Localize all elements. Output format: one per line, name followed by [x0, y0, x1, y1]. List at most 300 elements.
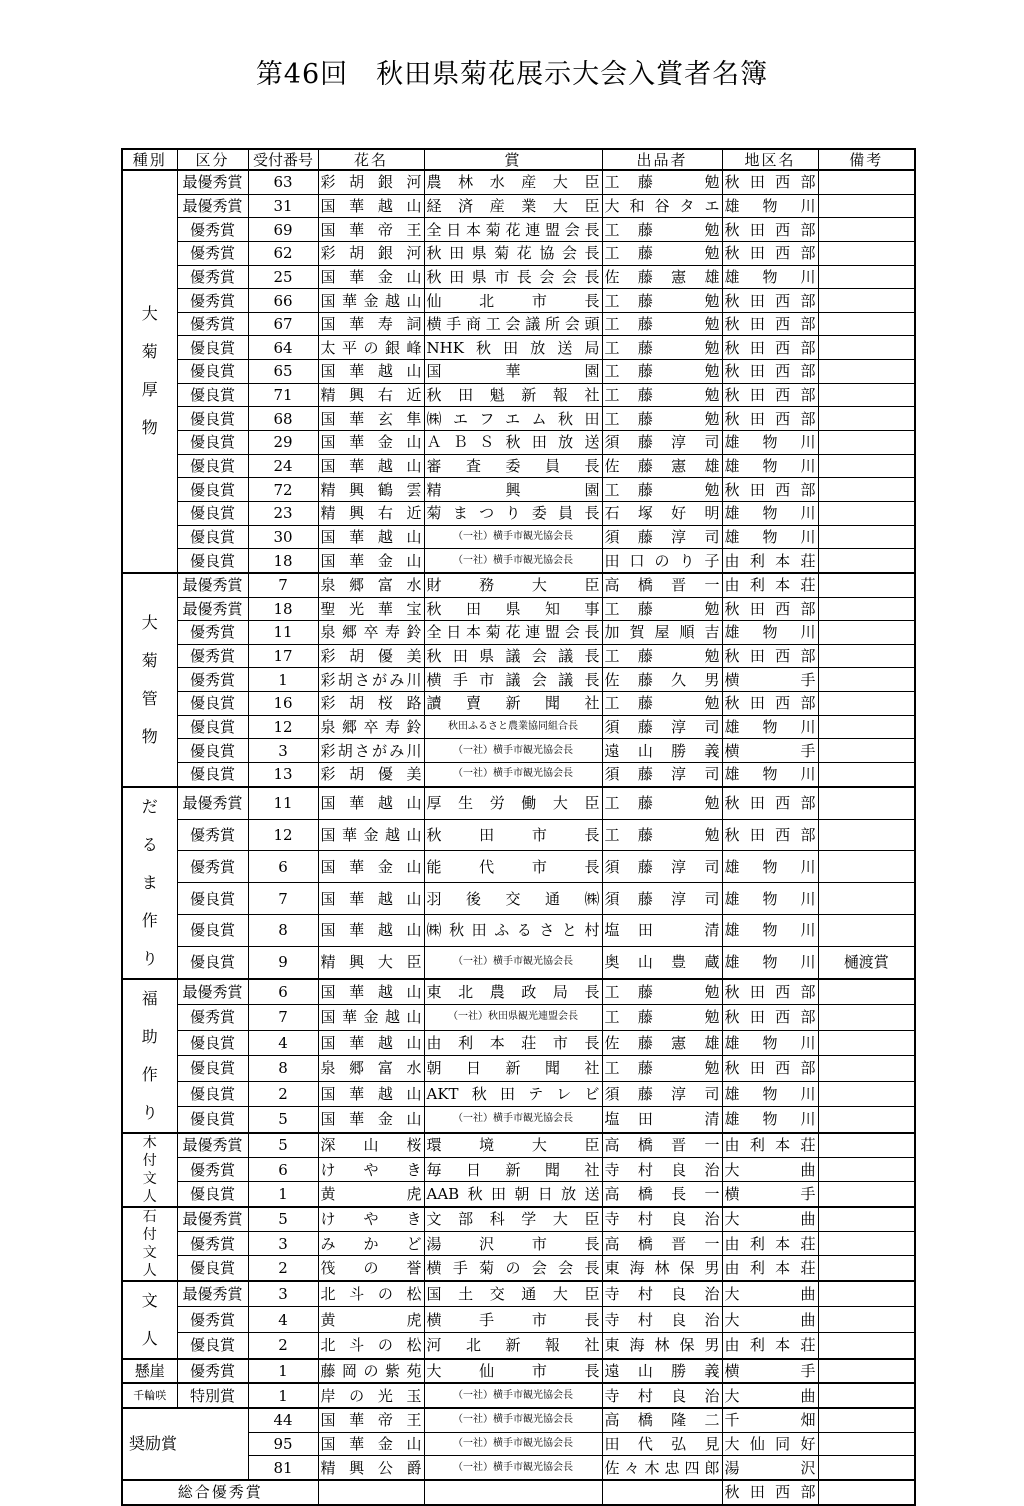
entry-number-cell: 2 — [248, 1332, 318, 1358]
table-row — [122, 289, 915, 313]
remarks-cell — [818, 501, 915, 525]
table-row — [122, 265, 915, 289]
award-cell: 横手市長 — [424, 1307, 602, 1333]
table-row — [122, 1030, 915, 1055]
area-cell: 雄物川 — [722, 621, 818, 645]
class-cell: 優良賞 — [177, 1056, 248, 1081]
flower-name-cell: 太平の銀峰 — [318, 336, 424, 360]
exhibitor-cell: 工藤 勉 — [602, 1056, 722, 1081]
remarks-cell — [818, 819, 915, 851]
award-cell: （一社）横手市観光協会長 — [424, 946, 602, 979]
class-cell: 最優秀賞 — [177, 1207, 248, 1232]
exhibitor-cell: 工藤 勉 — [602, 336, 722, 360]
flower-name-cell: 彩胡桜路 — [318, 692, 424, 716]
flower-name-cell: 精興右近 — [318, 383, 424, 407]
table-row — [122, 549, 915, 573]
exhibitor-cell: 奥山豊蔵 — [602, 946, 722, 979]
category-cell: だ る ま 作 り — [122, 787, 177, 979]
award-cell: 厚生労働大臣 — [424, 787, 602, 819]
class-cell: 優良賞 — [177, 431, 248, 455]
exhibitor-cell: 加賀屋順吉 — [602, 621, 722, 645]
flower-name-cell: 深山桜 — [318, 1133, 424, 1158]
remarks-cell — [818, 763, 915, 787]
entry-number-cell: 5 — [248, 1107, 318, 1133]
category-cell: 福 助 作 り — [122, 979, 177, 1133]
class-cell: 優良賞 — [177, 883, 248, 915]
entry-number-cell: 11 — [248, 621, 318, 645]
entry-number-cell: 6 — [248, 979, 318, 1005]
table-row — [122, 218, 915, 242]
flower-name-cell: 国華越山 — [318, 787, 424, 819]
remarks-cell — [818, 621, 915, 645]
exhibitor-cell: 工藤 勉 — [602, 692, 722, 716]
entry-number-cell: 44 — [248, 1408, 318, 1432]
table-row — [122, 1256, 915, 1281]
area-cell: 横手 — [722, 739, 818, 763]
award-cell: 秋田ふるさと農業協同組合長 — [424, 715, 602, 739]
flower-name-cell: 国華金山 — [318, 1107, 424, 1133]
page-title: 第46回 秋田県菊花展示大会入賞者名簿 — [255, 59, 769, 90]
award-cell: 由利本荘市長 — [424, 1030, 602, 1055]
exhibitor-cell: 高橋長一 — [602, 1182, 722, 1207]
flower-name-cell: 国華越山 — [318, 1030, 424, 1055]
class-cell: 最優秀賞 — [177, 1133, 248, 1158]
col-header: 出品者 — [602, 149, 722, 170]
flower-name-cell: 国華越山 — [318, 1081, 424, 1106]
class-cell: 優良賞 — [177, 478, 248, 502]
table-row — [122, 431, 915, 455]
exhibitor-cell: 田口のり子 — [602, 549, 722, 573]
award-cell: ㈱秋田ふるさと村 — [424, 914, 602, 946]
area-cell: 大曲 — [722, 1307, 818, 1333]
flower-name-cell: 国華越山 — [318, 454, 424, 478]
table-row — [122, 1281, 915, 1307]
table-row — [122, 763, 915, 787]
exhibitor-cell: 寺村良治 — [602, 1207, 722, 1232]
flower-name-cell: 泉郷富水 — [318, 1056, 424, 1081]
entry-number-cell: 31 — [248, 194, 318, 218]
table-row — [122, 1231, 915, 1255]
class-cell: 最優秀賞 — [177, 170, 248, 194]
award-cell: 朝日新聞社 — [424, 1056, 602, 1081]
table-row — [122, 819, 915, 851]
class-cell: 優良賞 — [177, 336, 248, 360]
exhibitor-cell: 工藤 勉 — [602, 478, 722, 502]
table-row — [122, 525, 915, 549]
class-cell: 優良賞 — [177, 501, 248, 525]
remarks-cell — [818, 1281, 915, 1307]
class-cell: 優秀賞 — [177, 1005, 248, 1030]
col-header: 受付番号 — [248, 149, 318, 170]
entry-number-cell: 12 — [248, 715, 318, 739]
remarks-cell — [818, 787, 915, 819]
flower-name-cell: 国華金越山 — [318, 1005, 424, 1030]
award-cell: 讀賣新聞社 — [424, 692, 602, 716]
award-cell: 全日本菊花連盟会長 — [424, 621, 602, 645]
col-header: 花名 — [318, 149, 424, 170]
header-row — [122, 149, 915, 170]
exhibitor-cell: 田代弘見 — [602, 1432, 722, 1456]
remarks-cell — [818, 1107, 915, 1133]
area-cell: 秋田西部 — [722, 241, 818, 265]
exhibitor-cell: 工藤 勉 — [602, 289, 722, 313]
remarks-cell — [818, 1432, 915, 1456]
award-cell: （一社）秋田県観光連盟会長 — [424, 1005, 602, 1030]
table-row — [122, 1359, 915, 1384]
class-cell: 優良賞 — [177, 1081, 248, 1106]
flower-name-cell: 北斗の松 — [318, 1332, 424, 1358]
remarks-cell — [818, 597, 915, 621]
remarks-cell — [818, 265, 915, 289]
entry-number-cell: 7 — [248, 883, 318, 915]
entry-number-cell: 67 — [248, 312, 318, 336]
award-cell: （一社）横手市観光協会長 — [424, 549, 602, 573]
flower-name-cell: 彩胡さがみ川 — [318, 668, 424, 692]
award-cell: （一社）横手市観光協会長 — [424, 1408, 602, 1432]
award-cell: （一社）横手市観光協会長 — [424, 739, 602, 763]
area-cell: 湯沢 — [722, 1456, 818, 1480]
table-row — [122, 383, 915, 407]
remarks-cell — [818, 883, 915, 915]
flower-name-cell: 国華越山 — [318, 914, 424, 946]
flower-name-cell: 国華越山 — [318, 360, 424, 384]
remarks-cell — [818, 170, 915, 194]
table-row — [122, 194, 915, 218]
entry-number-cell: 7 — [248, 573, 318, 597]
award-cell: 秋田県議会議長 — [424, 644, 602, 668]
table-row — [122, 478, 915, 502]
flower-name-cell: 聖光華宝 — [318, 597, 424, 621]
area-cell: 雄物川 — [722, 525, 818, 549]
class-cell: 優良賞 — [177, 549, 248, 573]
remarks-cell — [818, 914, 915, 946]
table-row — [122, 312, 915, 336]
entry-number-cell: 24 — [248, 454, 318, 478]
award-cell: ＡＢＳ秋田放送 — [424, 431, 602, 455]
exhibitor-cell: 工藤 勉 — [602, 312, 722, 336]
entry-number-cell: 69 — [248, 218, 318, 242]
entry-number-cell: 64 — [248, 336, 318, 360]
award-cell: 横手菊の会会長 — [424, 1256, 602, 1281]
award-table — [121, 148, 916, 1506]
flower-name-cell: 国華越山 — [318, 194, 424, 218]
table-row — [122, 1383, 915, 1408]
category-cell: 千輪咲 — [122, 1383, 177, 1408]
area-cell: 秋田西部 — [722, 1480, 818, 1505]
col-header: 備考 — [818, 149, 915, 170]
flower-name-cell: 国華玄隼 — [318, 407, 424, 431]
area-cell: 千畑 — [722, 1408, 818, 1432]
exhibitor-cell: 工藤 勉 — [602, 218, 722, 242]
area-cell: 秋田西部 — [722, 218, 818, 242]
exhibitor-cell: 須藤淳司 — [602, 525, 722, 549]
area-cell: 大曲 — [722, 1157, 818, 1181]
award-cell: 菊まつり委員長 — [424, 501, 602, 525]
remarks-cell — [818, 692, 915, 716]
area-cell: 大仙同好 — [722, 1432, 818, 1456]
table-row — [122, 573, 915, 597]
award-cell: （一社）横手市観光協会長 — [424, 1383, 602, 1408]
col-header: 区分 — [177, 149, 248, 170]
table-row — [122, 407, 915, 431]
category-cell: 大 菊 管 物 — [122, 573, 177, 787]
remarks-cell — [818, 1256, 915, 1281]
award-cell: 国土交通大臣 — [424, 1281, 602, 1307]
exhibitor-cell: 工藤 勉 — [602, 360, 722, 384]
award-cell — [424, 1480, 602, 1505]
area-cell: 秋田西部 — [722, 407, 818, 431]
entry-number-cell: 5 — [248, 1207, 318, 1232]
remarks-cell — [818, 1207, 915, 1232]
award-cell: （一社）横手市観光協会長 — [424, 1456, 602, 1480]
remarks-cell — [818, 1456, 915, 1480]
flower-name-cell: 北斗の松 — [318, 1281, 424, 1307]
award-rows — [122, 170, 915, 1505]
entry-number-cell: 4 — [248, 1030, 318, 1055]
area-cell: 大曲 — [722, 1383, 818, 1408]
entry-number-cell: 1 — [248, 1182, 318, 1207]
exhibitor-cell: 高橋隆二 — [602, 1408, 722, 1432]
exhibitor-cell: 寺村良治 — [602, 1383, 722, 1408]
class-cell: 優秀賞 — [177, 1359, 248, 1384]
class-cell: 優秀賞 — [177, 289, 248, 313]
category-cell: 文 人 — [122, 1281, 177, 1359]
area-cell: 由利本荘 — [722, 1332, 818, 1358]
exhibitor-cell: 工藤 勉 — [602, 407, 722, 431]
entry-number-cell: 8 — [248, 1056, 318, 1081]
encouragement-label-cell: 奨励賞 — [122, 1408, 248, 1480]
exhibitor-cell: 工藤 勉 — [602, 1005, 722, 1030]
class-cell: 優秀賞 — [177, 1231, 248, 1255]
table-row — [122, 1307, 915, 1333]
flower-name-cell: 精興公爵 — [318, 1456, 424, 1480]
overall-label-cell: 総合優秀賞 — [122, 1480, 318, 1505]
table-row — [122, 1056, 915, 1081]
flower-name-cell: 彩胡銀河 — [318, 241, 424, 265]
class-cell: 優秀賞 — [177, 265, 248, 289]
award-cell: 湯沢市長 — [424, 1231, 602, 1255]
class-cell: 優良賞 — [177, 946, 248, 979]
class-cell: 優良賞 — [177, 715, 248, 739]
award-cell: 毎日新聞社 — [424, 1157, 602, 1181]
award-cell: 東北農政局長 — [424, 979, 602, 1005]
flower-name-cell: 精興鶴雲 — [318, 478, 424, 502]
table-row — [122, 360, 915, 384]
area-cell: 大曲 — [722, 1207, 818, 1232]
remarks-cell — [818, 979, 915, 1005]
area-cell: 大曲 — [722, 1281, 818, 1307]
flower-name-cell: 岸の光玉 — [318, 1383, 424, 1408]
award-cell: 能代市長 — [424, 851, 602, 883]
flower-name-cell: 彩胡優美 — [318, 763, 424, 787]
exhibitor-cell: 佐藤憲雄 — [602, 1030, 722, 1055]
entry-number-cell: 30 — [248, 525, 318, 549]
remarks-cell — [818, 1005, 915, 1030]
class-cell: 優秀賞 — [177, 668, 248, 692]
flower-name-cell: 国華越山 — [318, 883, 424, 915]
table-row — [122, 1081, 915, 1106]
class-cell: 優良賞 — [177, 692, 248, 716]
exhibitor-cell: 高橋晋一 — [602, 1133, 722, 1158]
remarks-cell — [818, 715, 915, 739]
table-row — [122, 597, 915, 621]
area-cell: 由利本荘 — [722, 1231, 818, 1255]
exhibitor-cell — [602, 1480, 722, 1505]
area-cell: 秋田西部 — [722, 336, 818, 360]
entry-number-cell: 2 — [248, 1081, 318, 1106]
award-cell: NHK秋田放送局 — [424, 336, 602, 360]
overall-row — [122, 1480, 915, 1505]
flower-name-cell: 彩胡銀河 — [318, 170, 424, 194]
area-cell: 雄物川 — [722, 1081, 818, 1106]
award-cell: （一社）横手市観光協会長 — [424, 525, 602, 549]
award-cell: 秋田県知事 — [424, 597, 602, 621]
area-cell: 秋田西部 — [722, 819, 818, 851]
remarks-cell — [818, 1231, 915, 1255]
entry-number-cell: 1 — [248, 1383, 318, 1408]
flower-name-cell: 彩胡優美 — [318, 644, 424, 668]
area-cell: 横手 — [722, 668, 818, 692]
flower-name-cell: 泉郷卒寿鈴 — [318, 621, 424, 645]
award-cell: 横手商工会議所会頭 — [424, 312, 602, 336]
area-cell: 秋田西部 — [722, 360, 818, 384]
table-row — [122, 692, 915, 716]
remarks-cell — [818, 241, 915, 265]
exhibitor-cell: 東海林保男 — [602, 1256, 722, 1281]
area-cell: 雄物川 — [722, 763, 818, 787]
entry-number-cell: 95 — [248, 1432, 318, 1456]
award-cell: 財務大臣 — [424, 573, 602, 597]
exhibitor-cell: 遠山勝義 — [602, 739, 722, 763]
remarks-cell — [818, 289, 915, 313]
table-row — [122, 883, 915, 915]
class-cell: 優良賞 — [177, 525, 248, 549]
flower-name-cell: 国華金山 — [318, 265, 424, 289]
exhibitor-cell: 須藤淳司 — [602, 1081, 722, 1106]
award-cell: 秋田県菊花協会長 — [424, 241, 602, 265]
area-cell: 雄物川 — [722, 946, 818, 979]
flower-name-cell: 国華金山 — [318, 1432, 424, 1456]
area-cell: 秋田西部 — [722, 1005, 818, 1030]
remarks-cell — [818, 1332, 915, 1358]
remarks-cell — [818, 1307, 915, 1333]
table-row — [122, 1157, 915, 1181]
remarks-cell — [818, 1182, 915, 1207]
exhibitor-cell: 須藤淳司 — [602, 715, 722, 739]
class-cell: 最優秀賞 — [177, 597, 248, 621]
table-row — [122, 336, 915, 360]
remarks-cell — [818, 668, 915, 692]
remarks-cell — [818, 739, 915, 763]
table-row — [122, 1182, 915, 1207]
flower-name-cell: 黄虎 — [318, 1182, 424, 1207]
flower-name-cell: 精興大臣 — [318, 946, 424, 979]
award-cell: 環境大臣 — [424, 1133, 602, 1158]
entry-number-cell: 16 — [248, 692, 318, 716]
category-cell: 木 付 文 人 — [122, 1133, 177, 1207]
award-cell: 経済産業大臣 — [424, 194, 602, 218]
remarks-cell — [818, 431, 915, 455]
table-row — [122, 851, 915, 883]
table-row — [122, 715, 915, 739]
exhibitor-cell: 佐藤憲雄 — [602, 454, 722, 478]
class-cell: 優良賞 — [177, 383, 248, 407]
entry-number-cell: 66 — [248, 289, 318, 313]
exhibitor-cell: 遠山勝義 — [602, 1359, 722, 1384]
award-cell: 秋田魁新報社 — [424, 383, 602, 407]
class-cell: 最優秀賞 — [177, 573, 248, 597]
entry-number-cell: 3 — [248, 1231, 318, 1255]
class-cell: 優良賞 — [177, 1332, 248, 1358]
area-cell: 由利本荘 — [722, 1133, 818, 1158]
area-cell: 雄物川 — [722, 851, 818, 883]
table-row — [122, 1107, 915, 1133]
flower-name-cell: 泉郷富水 — [318, 573, 424, 597]
remarks-cell — [818, 525, 915, 549]
class-cell: 優良賞 — [177, 1256, 248, 1281]
award-cell: 仙北市長 — [424, 289, 602, 313]
class-cell: 優秀賞 — [177, 851, 248, 883]
table-row — [122, 739, 915, 763]
entry-number-cell: 3 — [248, 739, 318, 763]
entry-number-cell: 65 — [248, 360, 318, 384]
entry-number-cell: 63 — [248, 170, 318, 194]
area-cell: 由利本荘 — [722, 549, 818, 573]
area-cell: 横手 — [722, 1182, 818, 1207]
award-cell: （一社）横手市観光協会長 — [424, 763, 602, 787]
flower-name-cell: 国華金越山 — [318, 819, 424, 851]
flower-name-cell: 国華金越山 — [318, 289, 424, 313]
exhibitor-cell: 工藤 勉 — [602, 644, 722, 668]
class-cell: 優良賞 — [177, 360, 248, 384]
table-row — [122, 1408, 915, 1432]
award-cell: （一社）横手市観光協会長 — [424, 1432, 602, 1456]
class-cell: 優良賞 — [177, 1030, 248, 1055]
exhibitor-cell: 塩田 清 — [602, 1107, 722, 1133]
entry-number-cell: 5 — [248, 1133, 318, 1158]
exhibitor-cell: 高橋晋一 — [602, 573, 722, 597]
exhibitor-cell: 工藤 勉 — [602, 979, 722, 1005]
flower-name-cell: 黄虎 — [318, 1307, 424, 1333]
remarks-cell — [818, 1157, 915, 1181]
area-cell: 雄物川 — [722, 194, 818, 218]
award-cell: 文部科学大臣 — [424, 1207, 602, 1232]
award-cell: 国華園 — [424, 360, 602, 384]
table-row — [122, 1005, 915, 1030]
award-cell: 全日本菊花連盟会長 — [424, 218, 602, 242]
exhibitor-cell: 佐藤憲雄 — [602, 265, 722, 289]
award-cell: 秋田県市長会会長 — [424, 265, 602, 289]
class-cell: 優秀賞 — [177, 621, 248, 645]
area-cell: 雄物川 — [722, 501, 818, 525]
award-cell: 横手市議会議長 — [424, 668, 602, 692]
remarks-cell — [818, 1359, 915, 1384]
flower-name-cell: 国華越山 — [318, 979, 424, 1005]
exhibitor-cell: 須藤淳司 — [602, 763, 722, 787]
exhibitor-cell: 工藤 勉 — [602, 170, 722, 194]
entry-number-cell: 7 — [248, 1005, 318, 1030]
table-row — [122, 621, 915, 645]
remarks-cell — [818, 478, 915, 502]
flower-name-cell: 藤岡の紫苑 — [318, 1359, 424, 1384]
class-cell: 最優秀賞 — [177, 194, 248, 218]
entry-number-cell: 81 — [248, 1456, 318, 1480]
exhibitor-cell: 塩田 清 — [602, 914, 722, 946]
class-cell: 最優秀賞 — [177, 979, 248, 1005]
area-cell: 雄物川 — [722, 715, 818, 739]
area-cell: 秋田西部 — [722, 289, 818, 313]
class-cell: 優良賞 — [177, 407, 248, 431]
